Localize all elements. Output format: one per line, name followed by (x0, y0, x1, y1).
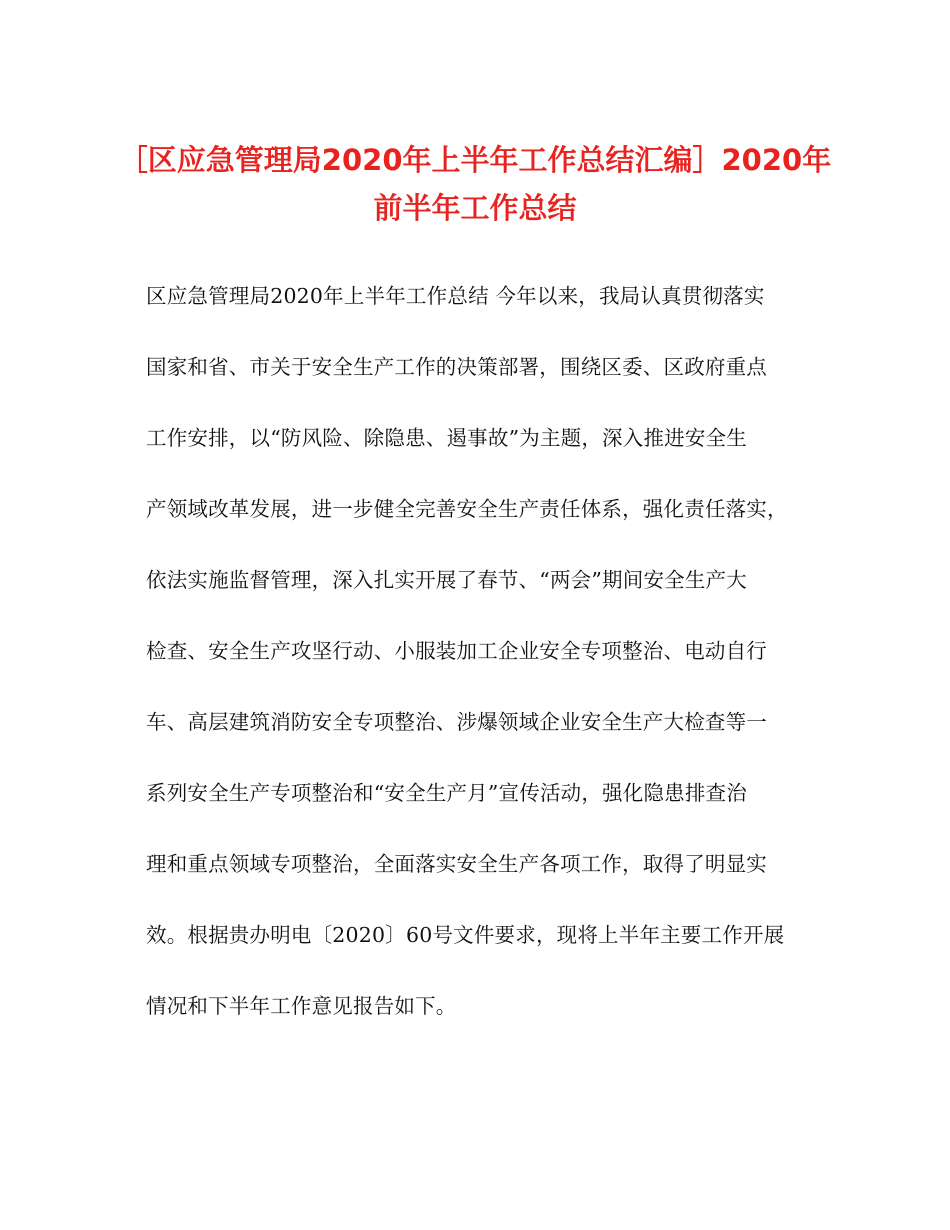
body-text-line: 车、高层建筑消防安全专项整治、涉爆领域企业安全生产大检查等一 (146, 710, 767, 734)
body-text-line: 效。根据贵办明电〔2020〕60号文件要求，现将上半年主要工作开展 (146, 923, 785, 947)
body-text-line: 区应急管理局2020年上半年工作总结 今年以来，我局认真贯彻落实 (146, 284, 765, 308)
document-title-line-2: 前半年工作总结 (373, 191, 577, 225)
body-text-line: 国家和省、市关于安全生产工作的决策部署，围绕区委、区政府重点 (146, 355, 767, 379)
body-text-line: 检查、安全生产攻坚行动、小服装加工企业安全专项整治、电动自行 (146, 639, 767, 663)
body-text-line: 情况和下半年工作意见报告如下。 (146, 994, 457, 1018)
body-text-line: 理和重点领域专项整治，全面落实安全生产各项工作，取得了明显实 (146, 852, 767, 876)
body-text-line: 依法实施监督管理，深入扎实开展了春节、“两会”期间安全生产大 (146, 568, 747, 592)
body-text-line: 系列安全生产专项整治和“安全生产月”宣传活动，强化隐患排查治 (146, 781, 747, 805)
document-title-line-1: ［区应急管理局2020年上半年工作总结汇编］2020年 (118, 143, 832, 177)
body-text-line: 工作安排，以“防风险、除隐患、遏事故”为主题，深入推进安全生 (146, 426, 747, 450)
body-text-line: 产领域改革发展，进一步健全完善安全生产责任体系，强化责任落实， (146, 497, 788, 521)
